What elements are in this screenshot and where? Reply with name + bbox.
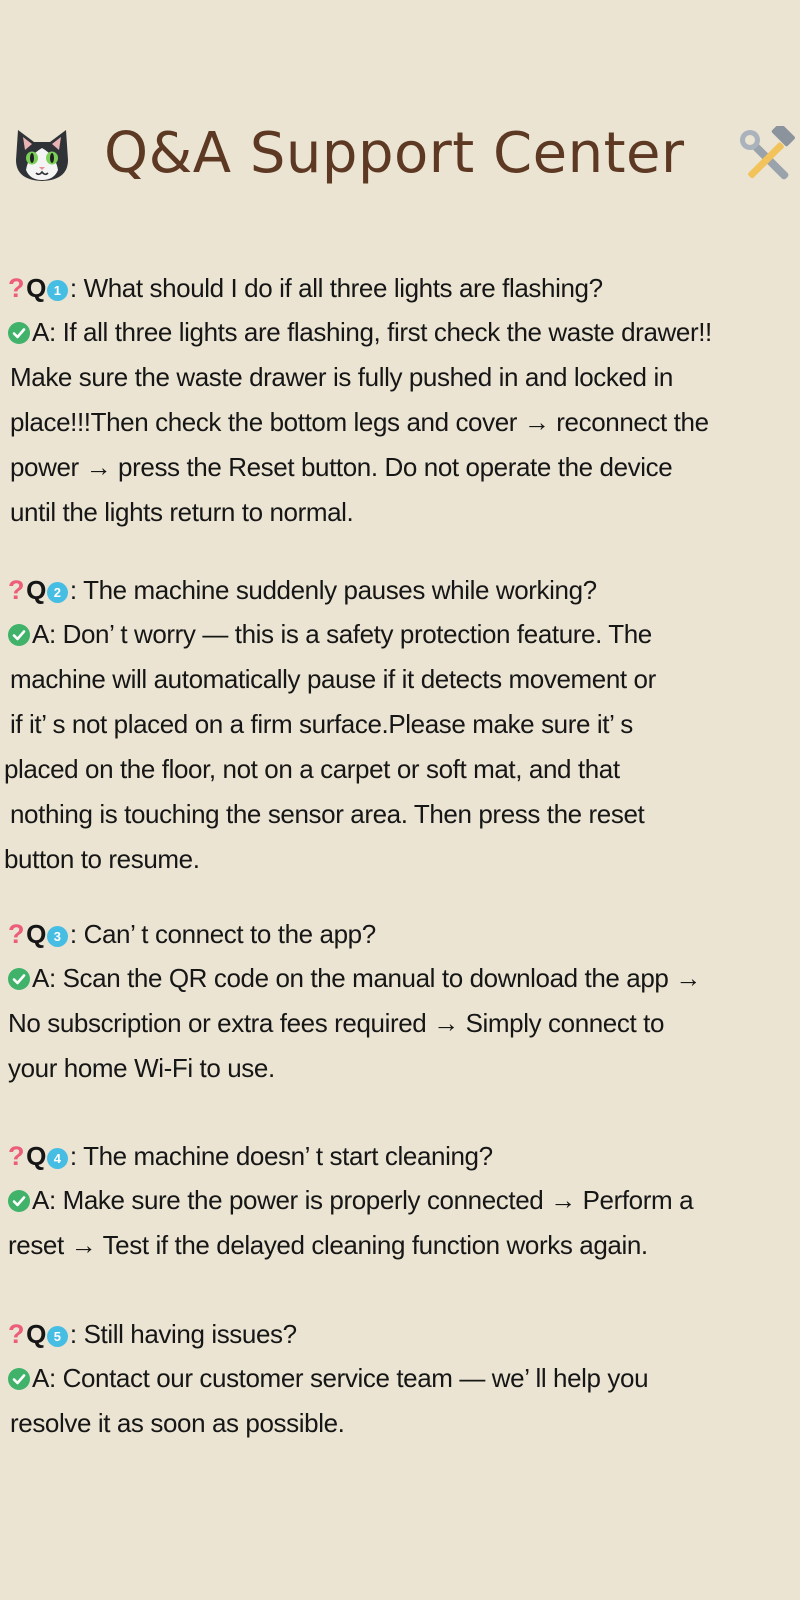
answer-text: A: Contact our customer service team — we’ ll help you xyxy=(32,1363,649,1393)
number-badge-icon: 5 xyxy=(47,1326,68,1347)
question-mark-icon: ? xyxy=(8,1141,25,1171)
answer-line: reset → Test if the delayed cleaning function works again. xyxy=(8,1230,648,1260)
answer-text: A: If all three lights are flashing, first check the waste drawer!! xyxy=(32,317,712,347)
answer-line xyxy=(8,1356,798,1401)
question-label: Q xyxy=(26,575,46,605)
question-text: : Still having issues? xyxy=(69,1319,297,1349)
question-line xyxy=(8,1134,798,1178)
answer-line: nothing is touching the sensor area. Then press the reset xyxy=(10,799,645,829)
question-mark-icon: ? xyxy=(8,1319,25,1349)
question-mark-icon: ? xyxy=(8,919,25,949)
answer-line: until the lights return to normal. xyxy=(10,497,354,527)
answer-line: resolve it as soon as possible. xyxy=(10,1408,345,1438)
check-mark-icon xyxy=(8,968,30,990)
qa-item-3 xyxy=(8,912,798,1091)
qa-item-2 xyxy=(4,568,798,882)
question-text: : Can’ t connect to the app? xyxy=(69,919,376,949)
question-label: Q xyxy=(26,1319,46,1349)
check-mark-icon xyxy=(8,1190,30,1212)
answer-text: A: Scan the QR code on the manual to download the app → xyxy=(32,963,701,993)
question-text: : What should I do if all three lights are flashing? xyxy=(69,273,603,303)
question-mark-icon: ? xyxy=(8,273,25,303)
answer-line: No subscription or extra fees required → Simply connect to xyxy=(8,1008,664,1038)
answer-line: your home Wi-Fi to use. xyxy=(8,1053,275,1083)
number-badge-icon: 1 xyxy=(47,280,68,301)
qa-item-4 xyxy=(8,1134,798,1268)
check-mark-icon xyxy=(8,322,30,344)
question-label: Q xyxy=(26,1141,46,1171)
answer-text: A: Don’ t worry — this is a safety protection feature. The xyxy=(32,619,652,649)
answer-line xyxy=(8,310,798,355)
qa-item-5 xyxy=(8,1312,798,1446)
number-badge-icon: 2 xyxy=(47,582,68,603)
check-mark-icon xyxy=(8,1368,30,1390)
question-label: Q xyxy=(26,919,46,949)
answer-line xyxy=(8,956,798,1001)
answer-line: place!!!Then check the bottom legs and cover → reconnect the xyxy=(10,407,709,437)
answer-line: placed on the floor, not on a carpet or soft mat, and that xyxy=(4,754,620,784)
qa-item-1 xyxy=(8,266,798,535)
question-label: Q xyxy=(26,273,46,303)
page-title: Q&A Support Center xyxy=(104,121,685,186)
answer-text: A: Make sure the power is properly connected → Perform a xyxy=(32,1185,694,1215)
answer-line: button to resume. xyxy=(4,844,200,874)
question-mark-icon: ? xyxy=(8,575,25,605)
question-line xyxy=(8,568,798,612)
question-text: : The machine suddenly pauses while working? xyxy=(69,575,597,605)
answer-line: power → press the Reset button. Do not operate the device xyxy=(10,452,673,482)
question-line xyxy=(8,266,798,310)
question-line xyxy=(8,1312,798,1356)
answer-line: Make sure the waste drawer is fully pushed in and locked in xyxy=(10,362,673,392)
header xyxy=(0,112,800,202)
hammer-and-wrench-icon xyxy=(736,126,798,186)
answer-line xyxy=(8,612,798,657)
check-mark-icon xyxy=(8,624,30,646)
number-badge-icon: 4 xyxy=(47,1148,68,1169)
cat-face-icon xyxy=(12,126,72,184)
number-badge-icon: 3 xyxy=(47,926,68,947)
answer-line: if it’ s not placed on a firm surface.Please make sure it’ s xyxy=(10,709,633,739)
question-text: : The machine doesn’ t start cleaning? xyxy=(69,1141,493,1171)
answer-line xyxy=(8,1178,798,1223)
answer-line: machine will automatically pause if it detects movement or xyxy=(10,664,656,694)
question-line xyxy=(8,912,798,956)
